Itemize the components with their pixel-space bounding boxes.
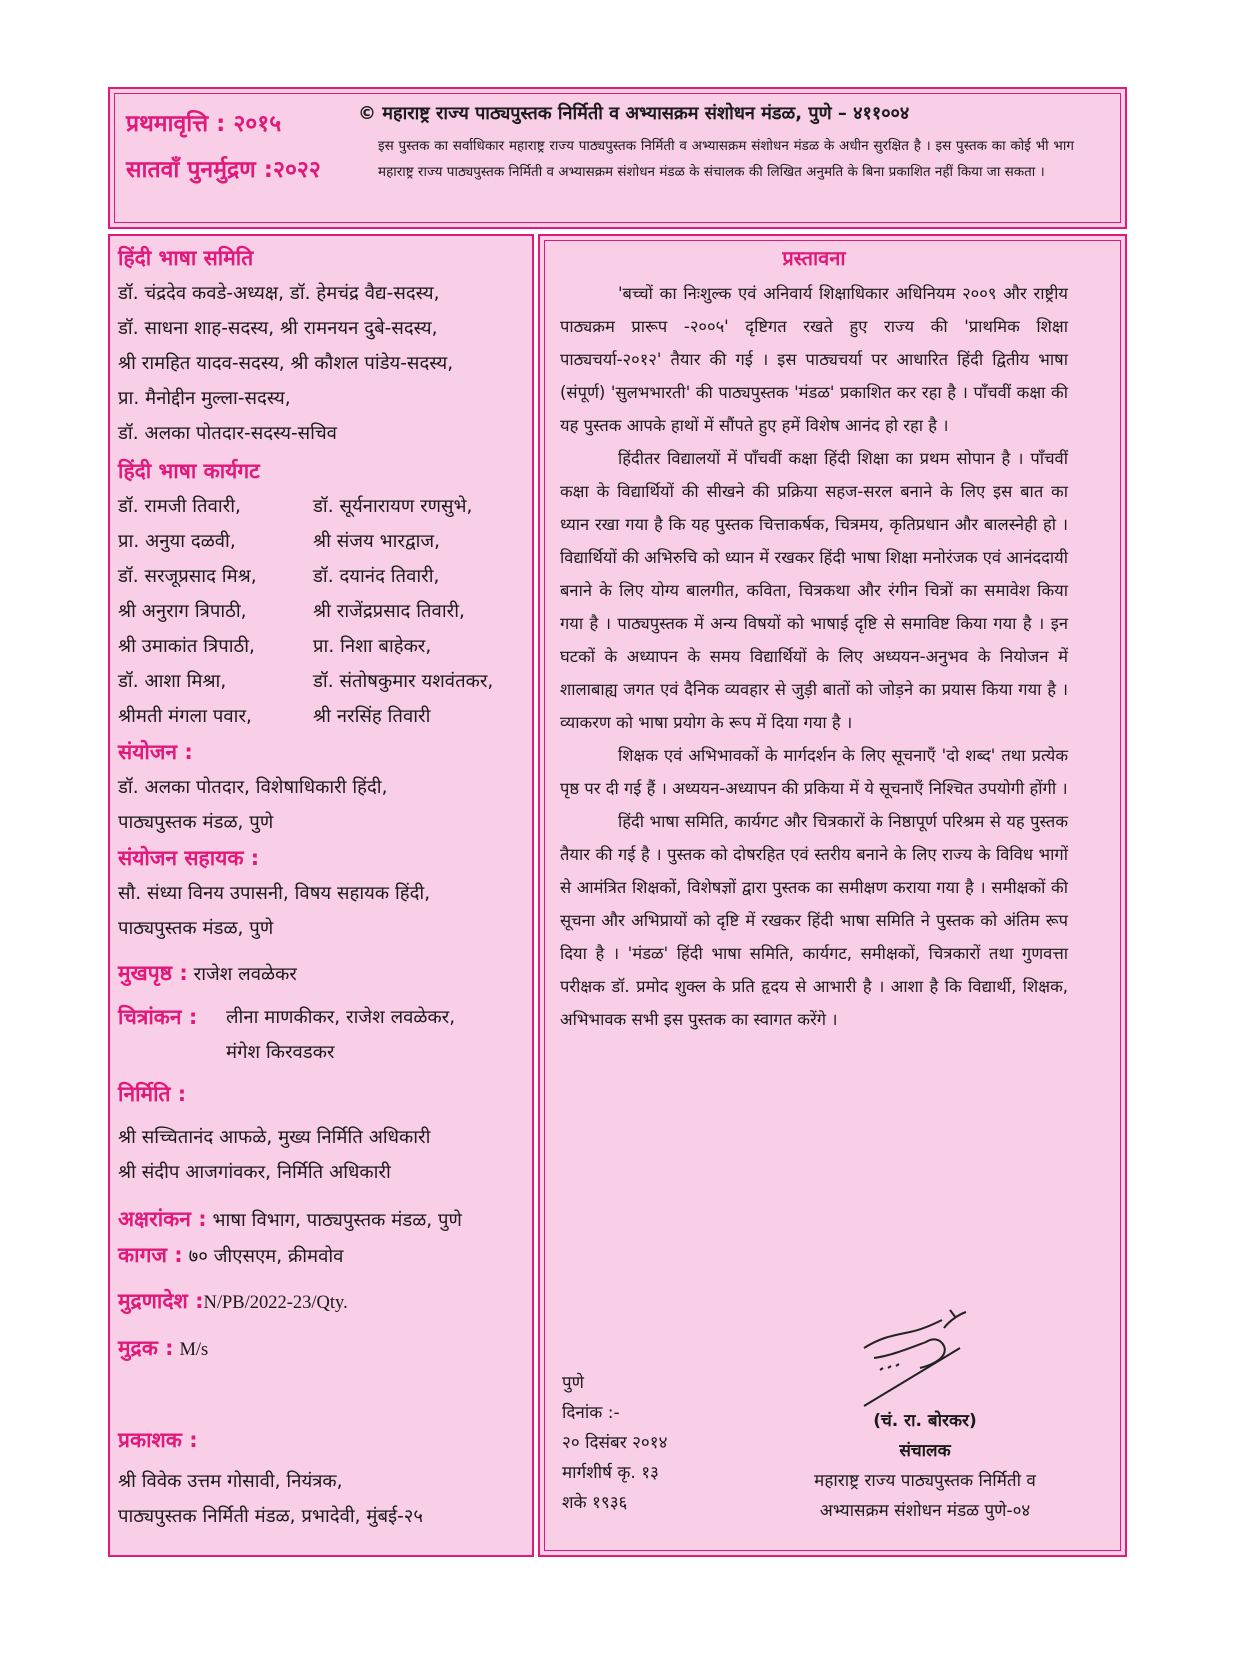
- date-line: मार्गशीर्ष कृ. १३: [562, 1463, 659, 1483]
- illustration-row: चित्रांकन : लीना माणकीकर, राजेश लवळेकर, मंगेश किरवडकर: [118, 1000, 523, 1070]
- preface-paragraph: हिंदीतर विद्यालयों में पाँचवीं कक्षा हिंदी शिक्षा का प्रथम सोपान है । पाँचवीं कक्षा के विद्यार्थियों की सीखने की प्रक्रिया सहज-सरल बनाने के लिए इस बात का ध्यान रखा गया है कि यह पुस्तक चित्ताकर्षक, चित्रमय, कृतिप्रधान और बालस्नेही हो । विद्यार्थियों की अभिरुचि को ध्यान में रखकर हिंदी भाषा शिक्षा मनोरंजक एवं आनंददायी बनाने के लिए योग्य बालगीत, कविता, चित्रकथा और रंगीन चित्रों का समावेश किया गया है । पाठ्यपुस्तक में अन्य विषयों को भाषाई दृष्टि से समाविष्ट किया गया है । इन घटकों के अध्यापन के समय विद्यार्थियों के लिए अध्ययन-अनुभव के नियोजन में शालाबाह्य जगत एवं दैनिक व्यवहार से जुड़ी बातों को जोड़ने का प्रयास किया गया है । व्याकरण को भाषा प्रयोग के रूप में दिया गया है ।: [560, 449, 1068, 732]
- preface-title: प्रस्तावना: [782, 246, 846, 270]
- date-line: २० दिसंबर २०१४: [562, 1433, 668, 1453]
- paper-value: ७० जीएसएम, क्रीमवोव: [188, 1246, 344, 1267]
- workgroup-row: श्रीमती मंगला पवार, श्री नरसिंह तिवारी: [118, 706, 431, 727]
- committee-line: प्रा. मैनोद्दीन मुल्ला-सदस्य,: [118, 388, 291, 409]
- assistant-line: पाठ्यपुस्तक मंडळ, पुणे: [118, 918, 274, 939]
- reprint: सातवाँ पुनर्मुद्रण :२०२२: [126, 157, 321, 183]
- copyright-text: इस पुस्तक का सर्वाधिकार महाराष्ट्र राज्य पाठ्यपुस्तक निर्मिती व अभ्यासक्रम संशोधन मंडळ के अधीन सुरक्षित है । इस पुस्तक का कोई भी भाग महाराष्ट्र राज्य पाठ्यपुस्तक निर्मिती व अभ्यासक्रम संशोधन मंडळ के संचालक की लिखित अनुमति के बिना प्रकाशित नहीं किया जा सकता ।: [378, 138, 1074, 180]
- date-block: [562, 1368, 667, 1518]
- signature-image: [860, 1308, 1000, 1408]
- signatory-org: महाराष्ट्र राज्य पाठ्यपुस्तक निर्मिती व: [814, 1471, 1036, 1491]
- preface-paragraph: हिंदी भाषा समिति, कार्यगट और चित्रकारों के निष्ठापूर्ण परिश्रम से यह पुस्तक तैयार की गई है । पुस्तक को दोषरहित एवं स्तरीय बनाने के लिए राज्य के विविध भागों से आमंत्रित शिक्षकों, विशेषज्ञों द्वारा पुस्तक का समीक्षण कराया गया है । समीक्षकों की सूचना और अभिप्रायों को दृष्टि में रखकर हिंदी भाषा समिति ने पुस्तक को अंतिम रूप दिया है । 'मंडळ' हिंदी भाषा समिति, कार्यगट, समीक्षकों, चित्रकारों तथा गुणवत्ता परीक्षक डॉ. प्रमोद शुक्ल के प्रति हृदय से आभारी है । आशा है कि विद्यार्थी, शिक्षक, अभिभावक सभी इस पुस्तक का स्वागत करेंगे ।: [560, 812, 1068, 1029]
- workgroup-row: डॉ. आशा मिश्रा, डॉ. संतोषकुमार यशवंतकर,: [118, 671, 494, 692]
- paper-label: कागज :: [118, 1243, 183, 1267]
- publisher-line: पाठ्यपुस्तक निर्मिती मंडळ, प्रभादेवी, मुंबई-२५: [118, 1506, 424, 1527]
- place: पुणे: [562, 1373, 584, 1393]
- signatory-block: [760, 1406, 1090, 1526]
- printer-label: मुद्रक :: [118, 1336, 174, 1360]
- publisher-heading: प्रकाशक :: [118, 1428, 198, 1452]
- assistant-line: सौ. संध्या विनय उपासनी, विषय सहायक हिंदी,: [118, 883, 431, 904]
- printer-value: M/s: [179, 1340, 209, 1360]
- order-value: N/PB/2022-23/Qty.: [203, 1293, 348, 1313]
- coordination-line: पाठ्यपुस्तक मंडळ, पुणे: [118, 812, 274, 833]
- coordination-line: डॉ. अलका पोतदार, विशेषाधिकारी हिंदी,: [118, 777, 388, 798]
- preface-column: [560, 244, 1068, 1036]
- cover-value: राजेश लवळेकर: [193, 964, 297, 985]
- order-label: मुद्रणादेश :: [118, 1289, 204, 1313]
- illustration-label: चित्रांकन :: [118, 1005, 198, 1029]
- cover-label: मुखपृष्ठ :: [118, 961, 188, 985]
- edition-block: [126, 101, 321, 193]
- committee-line: डॉ. चंद्रदेव कवडे-अध्यक्ष, डॉ. हेमचंद्र वैद्य-सदस्य,: [118, 283, 440, 304]
- date-line: शके १९३६: [562, 1493, 628, 1513]
- paper-row: [118, 1238, 523, 1274]
- typeset-value: भाषा विभाग, पाठ्यपुस्तक मंडळ, पुणे: [212, 1210, 462, 1231]
- assistant-heading: संयोजन सहायक :: [118, 846, 260, 870]
- preface-paragraph: शिक्षक एवं अभिभावकों के मार्गदर्शन के लिए सूचनाएँ 'दो शब्द' तथा प्रत्येक पृष्ठ पर दी गई हैं । अध्ययन-अध्यापन की प्रकिया में ये सूचनाएँ निश्चित उपयोगी होंगी ।: [560, 746, 1068, 798]
- edition: प्रथमावृत्ति : २०१५: [126, 111, 282, 137]
- production-line: श्री संदीप आजगांवकर, निर्मिति अधिकारी: [118, 1162, 391, 1183]
- workgroup-row: श्री उमाकांत त्रिपाठी, प्रा. निशा बाहेकर,: [118, 636, 432, 657]
- committee-line: डॉ. अलका पोतदार-सदस्य-सचिव: [118, 423, 337, 444]
- committee-heading: हिंदी भाषा समिति: [118, 246, 254, 270]
- date-label: दिनांक :-: [562, 1403, 620, 1423]
- header-box: [108, 87, 1127, 229]
- production-line: श्री सच्चितानंद आफळे, मुख्य निर्मिति अधिकारी: [118, 1127, 431, 1148]
- signatory-name: (चं. रा. बोरकर): [873, 1411, 977, 1431]
- committee-line: डॉ. साधना शाह-सदस्य, श्री रामनयन दुबे-सदस्य,: [118, 318, 438, 339]
- copyright-title: © महाराष्ट्र राज्य पाठ्यपुस्तक निर्मिती व अभ्यासक्रम संशोधन मंडळ, पुणे – ४११००४: [358, 103, 910, 124]
- typeset-row: [118, 1202, 523, 1238]
- order-row: [118, 1284, 523, 1321]
- production-heading: निर्मिति :: [118, 1082, 187, 1106]
- typeset-label: अक्षरांकन :: [118, 1207, 207, 1231]
- workgroup-row: डॉ. सरजूप्रसाद मिश्र, डॉ. दयानंद तिवारी,: [118, 566, 440, 587]
- workgroup-heading: हिंदी भाषा कार्यगट: [118, 459, 260, 483]
- preface-paragraph: 'बच्चों का निःशुल्क एवं अनिवार्य शिक्षाधिकार अधिनियम २००९ और राष्ट्रीय पाठ्यक्रम प्रारूप -२००५' दृष्टिगत रखते हुए राज्य की 'प्राथमिक शिक्षा पाठ्यचर्या-२०१२' तैयार की गई । इस पाठ्यचर्या पर आधारित हिंदी द्वितीय भाषा (संपूर्ण) 'सुलभभारती' की पाठ्यपुस्तक 'मंडळ' प्रकाशित कर रहा है । पाँचवीं कक्षा की यह पुस्तक आपके हाथों में सौंपते हुए हमें विशेष आनंद हो रहा है ।: [560, 284, 1068, 435]
- workgroup-row: श्री अनुराग त्रिपाठी, श्री राजेंद्रप्रसाद तिवारी,: [118, 601, 465, 622]
- signatory-title: संचालक: [899, 1441, 951, 1461]
- workgroup-row: डॉ. रामजी तिवारी, डॉ. सूर्यनारायण रणसुभे,: [118, 496, 473, 517]
- committee-line: श्री रामहित यादव-सदस्य, श्री कौशल पांडेय-सदस्य,: [118, 353, 454, 374]
- signatory-org: अभ्यासक्रम संशोधन मंडळ पुणे-०४: [819, 1501, 1031, 1521]
- publisher-line: श्री विवेक उत्तम गोसावी, नियंत्रक,: [118, 1471, 343, 1492]
- cover-row: [118, 956, 523, 992]
- printer-row: [118, 1331, 523, 1368]
- coordination-heading: संयोजन :: [118, 740, 193, 764]
- workgroup-row: प्रा. अनुया दळवी, श्री संजय भारद्वाज,: [118, 531, 441, 552]
- credits-column: [118, 242, 523, 1534]
